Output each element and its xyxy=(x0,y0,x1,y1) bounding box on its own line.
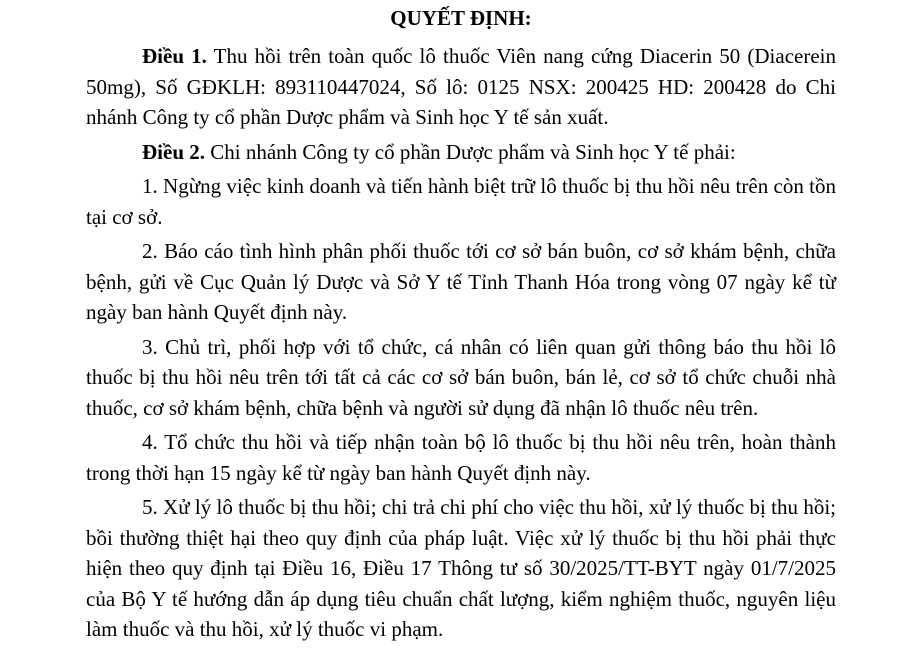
article-1 xyxy=(86,33,836,133)
article-2-item-5: 5. Xử lý lô thuốc bị thu hồi; chi trả chi phí cho việc thu hồi, xử lý thuốc bị thu hồi; bồi thường thiệt hại theo quy định của pháp luật. Việc xử lý thuốc bị thu hồi phải thực hiện theo quy định tại Điều 16, Điều 17 Thông tư số 30/2025/TT-BYT ngày 01/7/2025 của Bộ Y tế hướng dẫn áp dụng tiêu chuẩn chất lượng, kiểm nghiệm thuốc, nguyên liệu làm thuốc và thu hồi, xử lý thuốc vi phạm. xyxy=(86,495,836,641)
decision-title: QUYẾT ĐỊNH: xyxy=(390,6,532,30)
article-2 xyxy=(86,133,836,168)
article-2-item-4: 4. Tổ chức thu hồi và tiếp nhận toàn bộ lô thuốc bị thu hồi nêu trên, hoàn thành trong thời hạn 15 ngày kể từ ngày ban hành Quyết định này. xyxy=(86,430,836,485)
article-2-text: Chi nhánh Công ty cổ phần Dược phẩm và Sinh học Y tế phải: xyxy=(205,139,736,164)
article-2-label: Điều 2. xyxy=(142,139,205,164)
article-1-label: Điều 1. xyxy=(142,44,207,68)
article-2-item-2: 2. Báo cáo tình hình phân phối thuốc tới cơ sở bán buôn, cơ sở khám bệnh, chữa bệnh, gửi về Cục Quản lý Dược và Sở Y tế Tỉnh Thanh Hóa trong vòng 07 ngày kể từ ngày ban hành Quyết định này. xyxy=(86,239,836,324)
article-1-text: Thu hồi trên toàn quốc lô thuốc Viên nang cứng Diacerin 50 (Diacerein 50mg), Số GĐKLH: 893110447024, Số lô: 0125 NSX: 200425 HD: 200428 do Chi nhánh Công ty cổ phần Dược phẩm và Sinh học Y tế sản xuất. xyxy=(86,44,836,129)
decision-document xyxy=(86,0,836,645)
article-2-item-3: 3. Chủ trì, phối hợp với tổ chức, cá nhân có liên quan gửi thông báo thu hồi lô thuốc bị thu hồi nêu trên tới tất cả các cơ sở bán buôn, bán lẻ, cơ sở tổ chức chuỗi nhà thuốc, cơ sở khám bệnh, chữa bệnh và người sử dụng đã nhận lô thuốc nêu trên. xyxy=(86,334,836,420)
article-2-item-1: 1. Ngừng việc kinh doanh và tiến hành biệt trữ lô thuốc bị thu hồi nêu trên còn tồn tại cơ sở. xyxy=(86,174,836,229)
